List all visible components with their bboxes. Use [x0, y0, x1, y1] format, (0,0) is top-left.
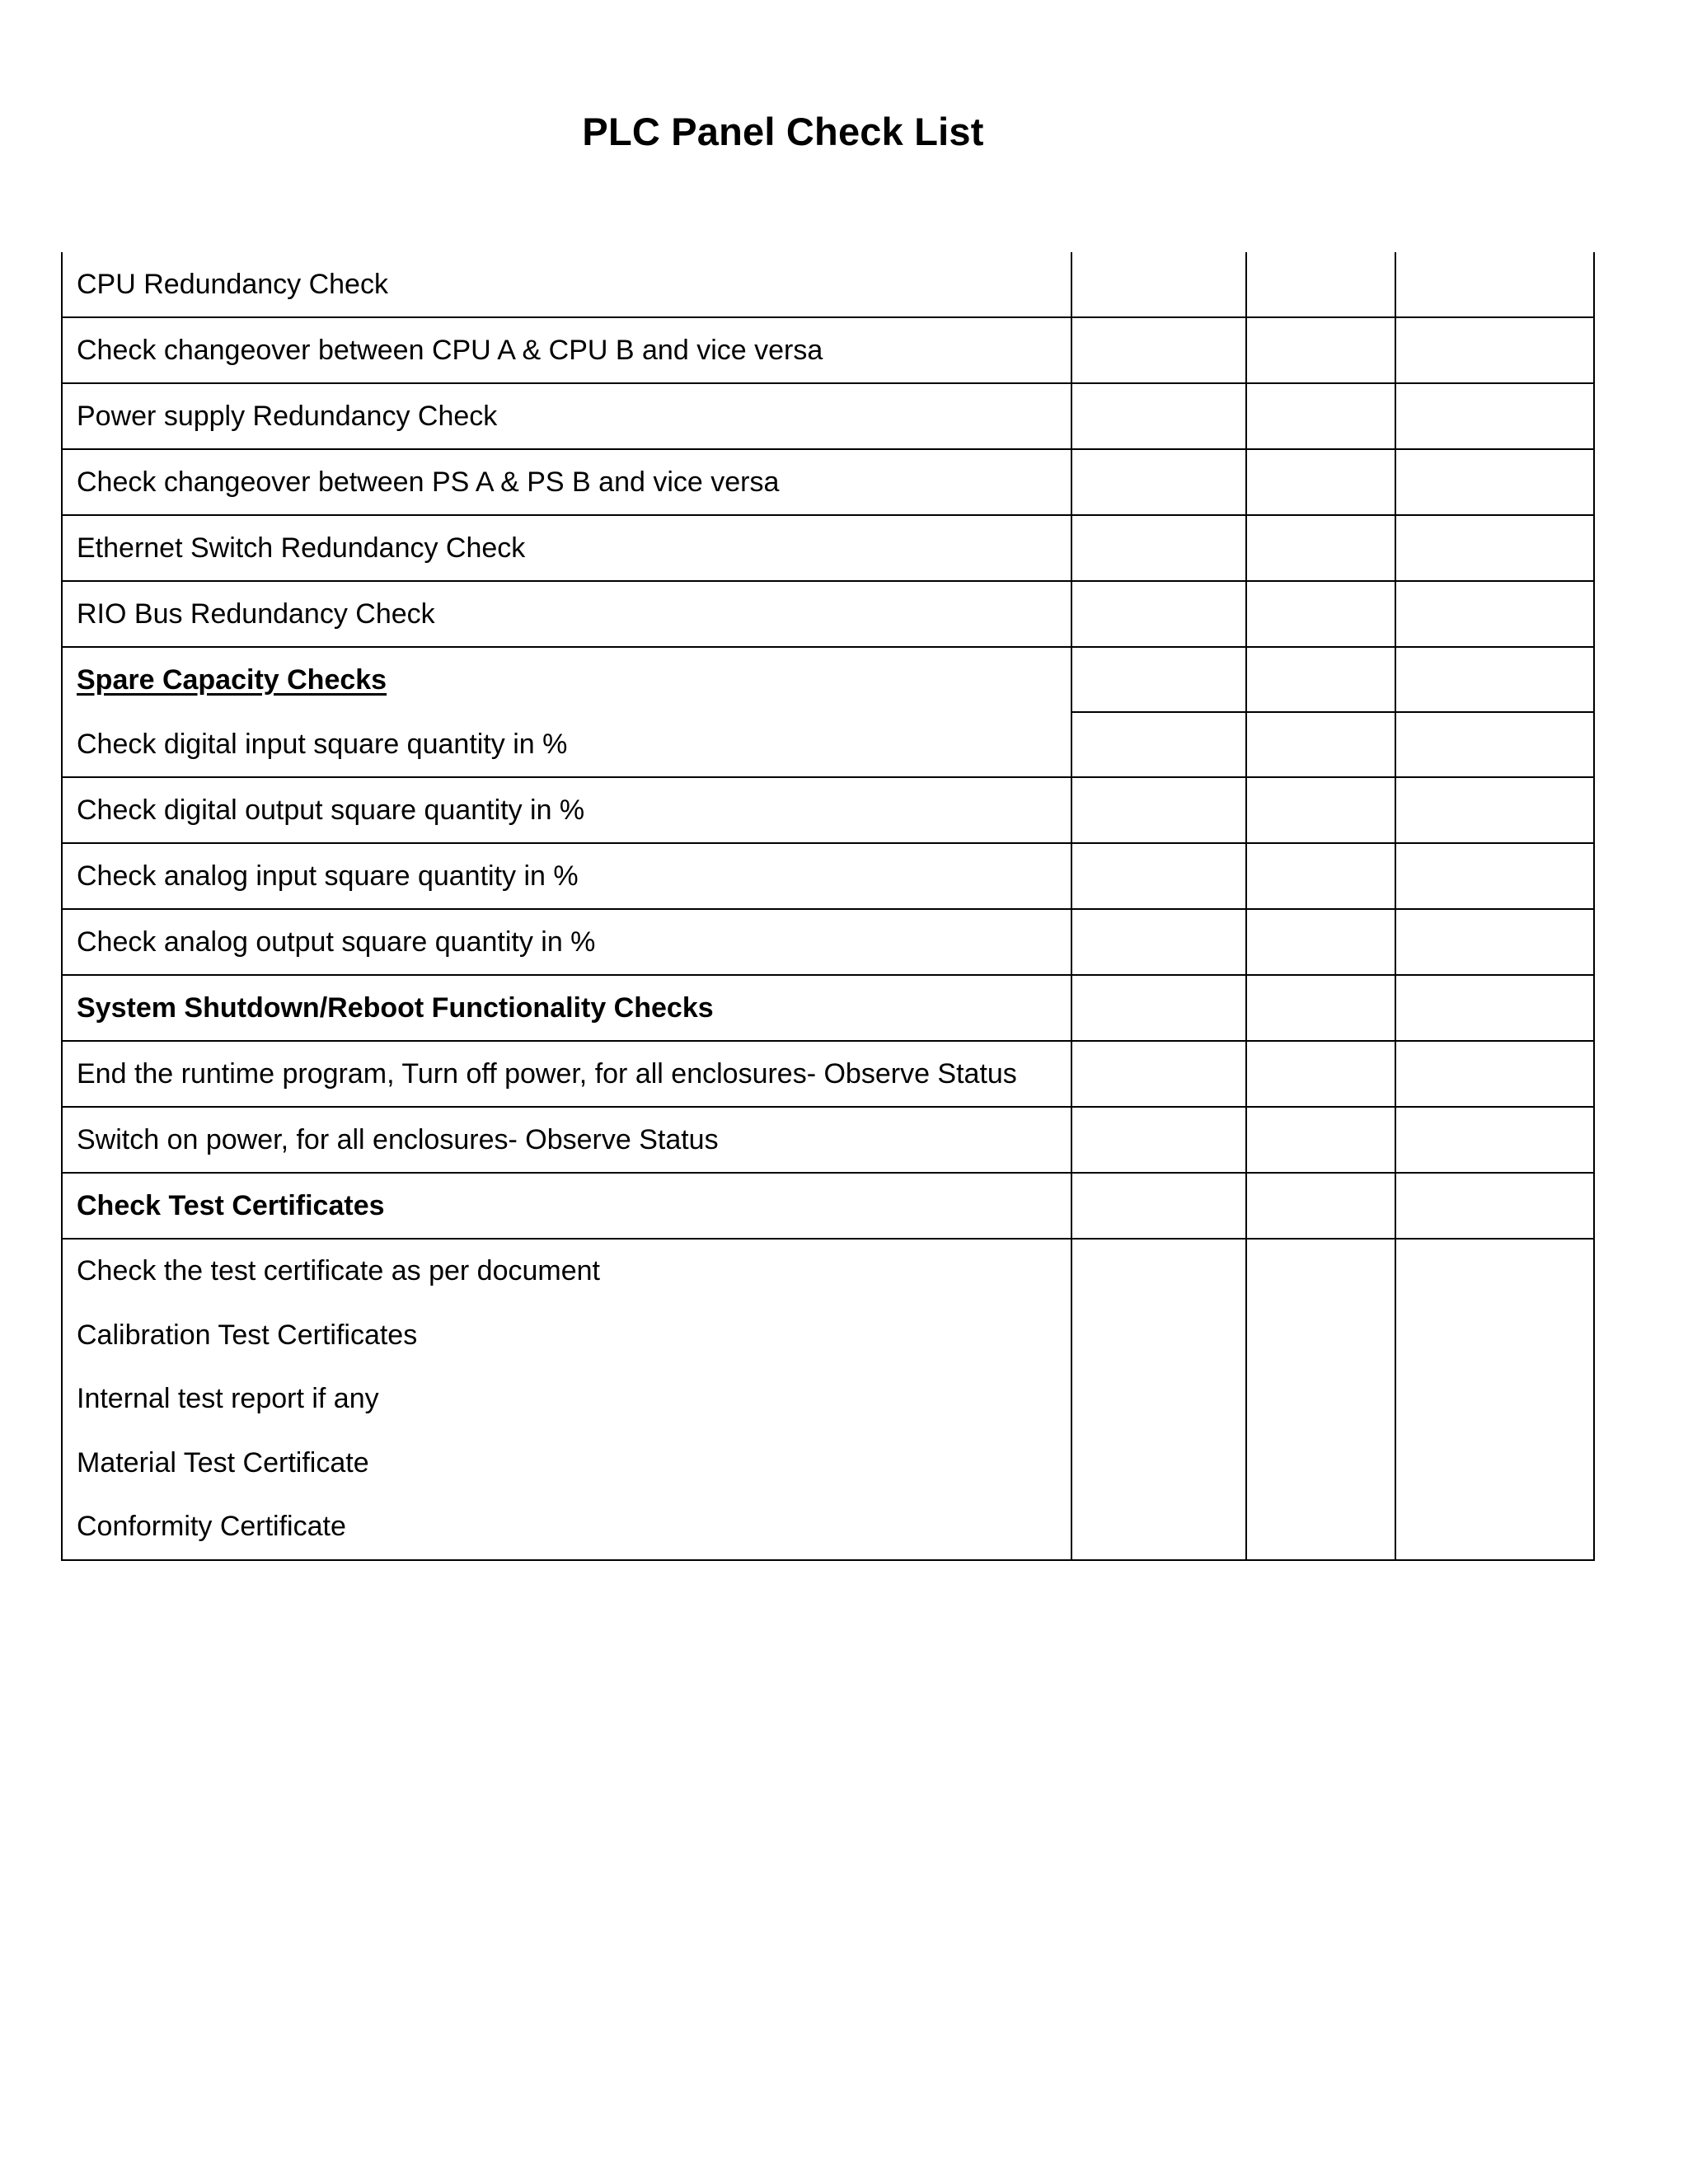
check-cell[interactable]: [1071, 1173, 1246, 1239]
item-cell: [62, 581, 1071, 647]
check-cell[interactable]: [1395, 317, 1594, 383]
table-row: [62, 252, 1594, 317]
item-cell: [62, 843, 1071, 909]
check-cell[interactable]: [1071, 449, 1246, 515]
item-cell: [62, 383, 1071, 449]
item-cell: [62, 449, 1071, 515]
check-cell[interactable]: [1246, 843, 1395, 909]
check-cell[interactable]: [1395, 909, 1594, 975]
section-heading-shutdown: System Shutdown/Reboot Functionality Checks: [77, 992, 714, 1024]
table-row: [62, 1173, 1594, 1239]
section-heading-certificates: Check Test Certificates: [77, 1190, 385, 1221]
check-cell[interactable]: [1246, 581, 1395, 647]
check-cell[interactable]: [1246, 449, 1395, 515]
item-label: Ethernet Switch Redundancy Check: [77, 532, 526, 564]
item-label: Check digital input square quantity in %: [77, 729, 568, 760]
item-cell: [62, 1107, 1071, 1173]
table-row: [62, 1041, 1594, 1107]
item-cell: [62, 252, 1071, 317]
table-row: [62, 317, 1594, 383]
item-label: Check digital output square quantity in %: [77, 794, 585, 826]
check-cell[interactable]: [1246, 515, 1395, 581]
check-cell[interactable]: [1071, 383, 1246, 449]
check-cell[interactable]: [1246, 777, 1395, 843]
item-label: Check analog input square quantity in %: [77, 860, 579, 892]
item-label: Check analog output square quantity in %: [77, 926, 596, 958]
item-cell: [62, 909, 1071, 975]
table-row: [62, 383, 1594, 449]
check-cell[interactable]: [1071, 317, 1246, 383]
check-cell[interactable]: [1395, 1239, 1594, 1560]
check-cell[interactable]: [1071, 1041, 1246, 1107]
check-cell[interactable]: [1071, 252, 1246, 317]
check-cell[interactable]: [1246, 1041, 1395, 1107]
check-cell[interactable]: [1395, 712, 1594, 777]
item-label: CPU Redundancy Check: [77, 269, 388, 300]
check-cell[interactable]: [1246, 317, 1395, 383]
check-cell[interactable]: [1071, 777, 1246, 843]
item-label: Internal test report if any: [77, 1383, 379, 1414]
item-cell: [62, 975, 1071, 1041]
item-label: Check changeover between CPU A & CPU B and vice versa: [77, 335, 823, 366]
check-cell[interactable]: [1071, 843, 1246, 909]
check-cell[interactable]: [1246, 712, 1395, 777]
table-row: [62, 581, 1594, 647]
checklist-table: [61, 252, 1595, 1561]
check-cell[interactable]: [1246, 383, 1395, 449]
check-cell[interactable]: [1071, 515, 1246, 581]
check-cell[interactable]: [1246, 975, 1395, 1041]
check-cell[interactable]: [1071, 712, 1246, 777]
item-label: RIO Bus Redundancy Check: [77, 598, 435, 630]
check-cell[interactable]: [1071, 909, 1246, 975]
check-cell[interactable]: [1395, 252, 1594, 317]
table-row: [62, 777, 1594, 843]
item-cell: [62, 515, 1071, 581]
check-cell[interactable]: [1246, 909, 1395, 975]
item-cell: [62, 1041, 1071, 1107]
check-cell[interactable]: [1071, 975, 1246, 1041]
check-cell[interactable]: [1246, 1107, 1395, 1173]
item-label: Calibration Test Certificates: [77, 1319, 418, 1351]
table-row: [62, 449, 1594, 515]
check-cell[interactable]: [1395, 383, 1594, 449]
item-label: Conformity Certificate: [77, 1511, 346, 1542]
check-cell[interactable]: [1395, 1107, 1594, 1173]
check-cell[interactable]: [1395, 777, 1594, 843]
item-label: Check the test certificate as per document: [77, 1255, 600, 1286]
check-cell[interactable]: [1071, 1107, 1246, 1173]
check-cell[interactable]: [1395, 843, 1594, 909]
table-row: [62, 515, 1594, 581]
check-cell[interactable]: [1395, 515, 1594, 581]
item-cell: [62, 1173, 1071, 1239]
page-title: PLC Panel Check List: [582, 110, 984, 153]
table-row: [62, 975, 1594, 1041]
item-cell: [62, 777, 1071, 843]
item-label: End the runtime program, Turn off power, for all enclosures- Observe Status: [77, 1058, 1017, 1090]
table-row: [62, 843, 1594, 909]
check-cell[interactable]: [1071, 1239, 1246, 1560]
check-cell[interactable]: [1395, 581, 1594, 647]
check-cell[interactable]: [1395, 975, 1594, 1041]
check-cell[interactable]: [1395, 1041, 1594, 1107]
check-cell[interactable]: [1246, 252, 1395, 317]
item-label: Switch on power, for all enclosures- Observe Status: [77, 1124, 719, 1155]
check-cell[interactable]: [1395, 1173, 1594, 1239]
check-cell[interactable]: [1395, 449, 1594, 515]
check-cell[interactable]: [1071, 581, 1246, 647]
table-row: [62, 909, 1594, 975]
check-cell[interactable]: [1246, 1173, 1395, 1239]
check-cell[interactable]: [1246, 1239, 1395, 1560]
item-label: Material Test Certificate: [77, 1446, 369, 1479]
check-cell[interactable]: [1395, 647, 1594, 712]
table-row: [62, 1239, 1594, 1560]
item-cell: [62, 647, 1071, 777]
item-label: Check changeover between PS A & PS B and vice versa: [77, 466, 780, 498]
section-heading-spare-capacity: Spare Capacity Checks: [77, 664, 387, 696]
item-label: Power supply Redundancy Check: [77, 401, 498, 432]
item-cell: [62, 1239, 1071, 1560]
table-row: [62, 647, 1594, 712]
check-cell[interactable]: [1246, 647, 1395, 712]
check-cell[interactable]: [1071, 647, 1246, 712]
item-cell: [62, 317, 1071, 383]
table-row: [62, 1107, 1594, 1173]
